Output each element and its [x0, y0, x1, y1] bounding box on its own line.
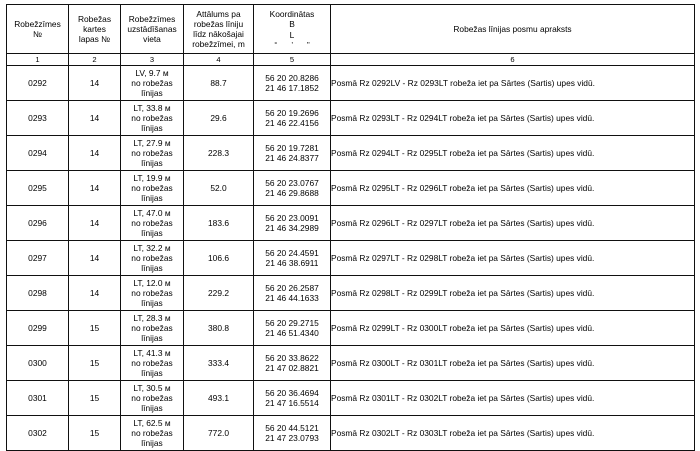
cell-map-sheet: 15 — [69, 381, 121, 416]
header-install-place — [121, 5, 184, 54]
header-map-sheet-line3: lapas № — [78, 34, 111, 45]
header-distance-line4: robežzīmei, m — [192, 39, 245, 50]
install-place-line1: LT, 62.5 м — [133, 417, 171, 428]
header-map-sheet-line2: kartes — [83, 23, 106, 34]
table-row — [7, 241, 695, 276]
install-place-line1: LT, 33.8 м — [133, 102, 171, 113]
column-number-6: 6 — [331, 54, 695, 66]
cell-distance: 228.3 — [184, 136, 254, 171]
header-segment-description: Robežas līnijas posmu apraksts — [331, 5, 695, 54]
install-place-line2: no robežas — [131, 357, 173, 368]
coordinate-b: 56 20 23.0091 — [265, 212, 319, 223]
cell-install-place — [121, 101, 184, 136]
cell-distance: 183.6 — [184, 206, 254, 241]
install-place-line2: no robežas — [131, 252, 173, 263]
cell-mark-no: 0299 — [7, 311, 69, 346]
table-row — [7, 416, 695, 451]
install-place-line3: līnijas — [141, 438, 163, 449]
table-row — [7, 381, 695, 416]
cell-distance: 52.0 — [184, 171, 254, 206]
header-row — [7, 5, 695, 54]
cell-map-sheet: 14 — [69, 101, 121, 136]
install-place-line3: līnijas — [141, 403, 163, 414]
coordinate-l: 21 46 29.8688 — [265, 188, 319, 198]
coordinate-l: 21 46 22.4156 — [265, 118, 319, 128]
install-place-line1: LT, 41.3 м — [133, 347, 171, 358]
install-place-line2: no robežas — [131, 322, 173, 333]
table-body — [7, 66, 695, 451]
cell-mark-no: 0294 — [7, 136, 69, 171]
header-distance-line2: robežas līniju — [193, 18, 244, 29]
install-place-line3: līnijas — [141, 158, 163, 169]
column-number-row — [7, 54, 695, 66]
cell-mark-no: 0297 — [7, 241, 69, 276]
cell-mark-no: 0298 — [7, 276, 69, 311]
header-mark-no — [7, 5, 69, 54]
column-number-4: 4 — [184, 54, 254, 66]
table-row — [7, 136, 695, 171]
cell-mark-no: 0301 — [7, 381, 69, 416]
header-install-place-line3: vieta — [143, 34, 161, 45]
cell-segment-description: Posmā Rz 0293LT - Rz 0294LT robeža iet pa Sārtes (Sartis) upes vidū. — [331, 101, 695, 136]
cell-coordinates — [254, 381, 331, 416]
header-install-place-line2: uzstādīšanas — [127, 23, 177, 34]
install-place-line1: LT, 32.2 м — [133, 242, 171, 253]
coordinate-l: 21 46 17.1852 — [265, 83, 319, 93]
header-install-place-line1: Robežzīmes — [128, 13, 176, 24]
coordinate-l: 21 46 38.6911 — [265, 258, 319, 268]
cell-map-sheet: 15 — [69, 311, 121, 346]
cell-distance: 88.7 — [184, 66, 254, 101]
cell-segment-description: Posmā Rz 0297LT - Rz 0298LT robeža iet pa Sārtes (Sartis) upes vidū. — [331, 241, 695, 276]
coordinate-l: 21 46 51.4340 — [265, 328, 319, 338]
cell-install-place — [121, 276, 184, 311]
cell-mark-no: 0296 — [7, 206, 69, 241]
table-row — [7, 171, 695, 206]
cell-segment-description: Posmā Rz 0295LT - Rz 0296LT robeža iet pa Sārtes (Sartis) upes vidū. — [331, 171, 695, 206]
coordinate-l: 21 47 16.5514 — [265, 398, 319, 408]
coordinate-b: 56 20 19.7281 — [265, 142, 319, 153]
column-number-2: 2 — [69, 54, 121, 66]
table-row — [7, 66, 695, 101]
column-number-1: 1 — [7, 54, 69, 66]
cell-coordinates — [254, 241, 331, 276]
cell-coordinates — [254, 136, 331, 171]
install-place-line1: LT, 19.9 м — [133, 172, 171, 183]
install-place-line2: no robežas — [131, 287, 173, 298]
table-row — [7, 101, 695, 136]
install-place-line3: līnijas — [141, 368, 163, 379]
cell-map-sheet: 14 — [69, 66, 121, 101]
cell-map-sheet: 15 — [69, 416, 121, 451]
coordinate-l: 21 46 44.1633 — [265, 293, 319, 303]
coordinate-l: 21 46 34.2989 — [265, 223, 319, 233]
cell-map-sheet: 14 — [69, 241, 121, 276]
cell-segment-description: Posmā Rz 0301LT - Rz 0302LT robeža iet pa Sārtes (Sartis) upes vidū. — [331, 381, 695, 416]
cell-distance: 29.6 — [184, 101, 254, 136]
cell-install-place — [121, 66, 184, 101]
cell-mark-no: 0292 — [7, 66, 69, 101]
cell-install-place — [121, 241, 184, 276]
coordinate-b: 56 20 19.2696 — [265, 107, 319, 118]
install-place-line1: LT, 27.9 м — [133, 137, 171, 148]
install-place-line1: LT, 47.0 м — [133, 207, 171, 218]
install-place-line3: līnijas — [141, 333, 163, 344]
cell-map-sheet: 15 — [69, 346, 121, 381]
install-place-line3: līnijas — [141, 193, 163, 204]
cell-segment-description: Posmā Rz 0298LT - Rz 0299LT robeža iet pa Sārtes (Sartis) upes vidū. — [331, 276, 695, 311]
cell-coordinates — [254, 171, 331, 206]
coordinate-l: 21 46 24.8377 — [265, 153, 319, 163]
column-number-5: 5 — [254, 54, 331, 66]
table-header — [7, 5, 695, 66]
cell-coordinates — [254, 66, 331, 101]
header-mark-no-line2: № — [33, 29, 42, 39]
cell-mark-no: 0295 — [7, 171, 69, 206]
table-row — [7, 276, 695, 311]
cell-map-sheet: 14 — [69, 276, 121, 311]
cell-map-sheet: 14 — [69, 206, 121, 241]
install-place-line2: no robežas — [131, 182, 173, 193]
install-place-line2: no robežas — [131, 427, 173, 438]
header-map-sheet-line1: Robežas — [77, 13, 112, 24]
cell-map-sheet: 14 — [69, 136, 121, 171]
cell-coordinates — [254, 311, 331, 346]
cell-coordinates — [254, 276, 331, 311]
header-coordinates — [254, 5, 331, 54]
table-row — [7, 346, 695, 381]
coordinate-b: 56 20 44.5121 — [265, 422, 319, 433]
coordinate-b: 56 20 33.8622 — [265, 352, 319, 363]
install-place-line1: LT, 12.0 м — [133, 277, 171, 288]
cell-install-place — [121, 171, 184, 206]
install-place-line3: līnijas — [141, 88, 163, 99]
degree-minute-second-symbols: ° ' " — [274, 39, 316, 49]
cell-mark-no: 0300 — [7, 346, 69, 381]
cell-coordinates — [254, 346, 331, 381]
header-coordinates-l: L — [289, 29, 295, 40]
cell-segment-description: Posmā Rz 0294LT - Rz 0295LT robeža iet pa Sārtes (Sartis) upes vidū. — [331, 136, 695, 171]
cell-map-sheet: 14 — [69, 171, 121, 206]
cell-mark-no: 0293 — [7, 101, 69, 136]
install-place-line2: no robežas — [131, 112, 173, 123]
cell-coordinates — [254, 416, 331, 451]
cell-distance: 380.8 — [184, 311, 254, 346]
coordinate-l: 21 47 23.0793 — [265, 433, 319, 443]
coordinate-b: 56 20 23.0767 — [265, 177, 319, 188]
install-place-line3: līnijas — [141, 263, 163, 274]
cell-install-place — [121, 136, 184, 171]
install-place-line2: no robežas — [131, 392, 173, 403]
cell-distance: 333.4 — [184, 346, 254, 381]
coordinate-b: 56 20 29.2715 — [265, 317, 319, 328]
cell-segment-description: Posmā Rz 0296LT - Rz 0297LT robeža iet pa Sārtes (Sartis) upes vidū. — [331, 206, 695, 241]
cell-install-place — [121, 206, 184, 241]
cell-distance: 772.0 — [184, 416, 254, 451]
header-coordinates-b: B — [289, 19, 295, 30]
install-place-line2: no robežas — [131, 77, 173, 88]
cell-install-place — [121, 311, 184, 346]
install-place-line2: no robežas — [131, 217, 173, 228]
cell-coordinates — [254, 101, 331, 136]
cell-distance: 106.6 — [184, 241, 254, 276]
header-mark-no-line1: Robežzīmes — [14, 18, 61, 29]
header-map-sheet — [69, 5, 121, 54]
install-place-line1: LV, 9.7 м — [135, 67, 169, 78]
coordinate-l: 21 47 02.8821 — [265, 363, 319, 373]
install-place-line3: līnijas — [141, 298, 163, 309]
cell-coordinates — [254, 206, 331, 241]
install-place-line3: līnijas — [141, 228, 163, 239]
column-number-3: 3 — [121, 54, 184, 66]
install-place-line3: līnijas — [141, 123, 163, 134]
cell-segment-description: Posmā Rz 0292LV - Rz 0293LT robeža iet pa Sārtes (Sartis) upes vidū. — [331, 66, 695, 101]
cell-distance: 229.2 — [184, 276, 254, 311]
install-place-line2: no robežas — [131, 147, 173, 158]
header-distance-line1: Attālums pa — [196, 8, 241, 19]
boundary-marks-table — [6, 4, 695, 451]
table-row — [7, 311, 695, 346]
coordinate-b: 56 20 24.4591 — [265, 247, 319, 258]
cell-install-place — [121, 346, 184, 381]
cell-mark-no: 0302 — [7, 416, 69, 451]
cell-segment-description: Posmā Rz 0299LT - Rz 0300LT robeža iet pa Sārtes (Sartis) upes vidū. — [331, 311, 695, 346]
table-row — [7, 206, 695, 241]
cell-install-place — [121, 381, 184, 416]
coordinate-b: 56 20 36.4694 — [265, 387, 319, 398]
cell-segment-description: Posmā Rz 0302LT - Rz 0303LT robeža iet pa Sārtes (Sartis) upes vidū. — [331, 416, 695, 451]
install-place-line1: LT, 28.3 м — [133, 312, 171, 323]
coordinate-b: 56 20 20.8286 — [265, 72, 319, 83]
cell-segment-description: Posmā Rz 0300LT - Rz 0301LT robeža iet pa Sārtes (Sartis) upes vidū. — [331, 346, 695, 381]
header-coordinates-title: Koordinātas — [269, 9, 315, 19]
header-distance — [184, 5, 254, 54]
coordinate-b: 56 20 26.2587 — [265, 282, 319, 293]
cell-distance: 493.1 — [184, 381, 254, 416]
install-place-line1: LT, 30.5 м — [133, 382, 171, 393]
header-distance-line3: līdz nākošajai — [193, 29, 244, 39]
cell-install-place — [121, 416, 184, 451]
